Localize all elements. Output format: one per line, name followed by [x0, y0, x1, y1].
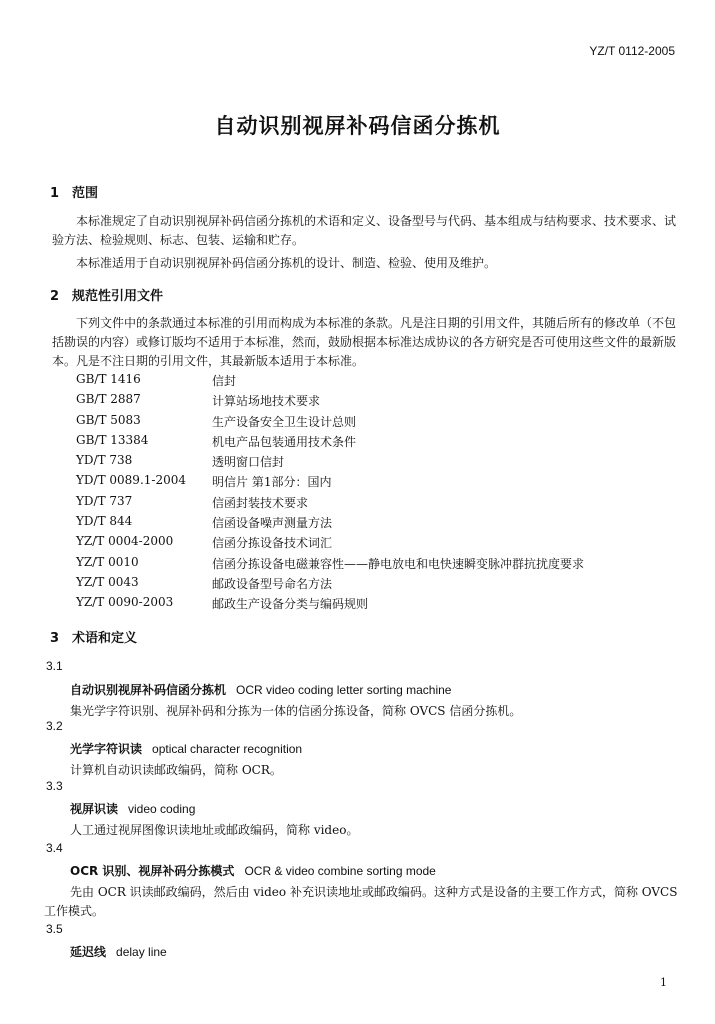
term-zh: 光学字符识读: [70, 742, 143, 756]
term-heading: [70, 681, 451, 698]
page-number: 1: [660, 976, 667, 989]
term-number: 3.1: [46, 659, 63, 673]
reference-code: GB/T 2887: [76, 392, 141, 407]
reference-code: YZ/T 0090-2003: [76, 595, 174, 610]
term-number: 3.4: [46, 841, 63, 855]
reference-name: 邮政生产设备分类与编码规则: [212, 597, 369, 612]
reference-name: 信函分拣设备技术词汇: [212, 536, 333, 551]
reference-name: 计算站场地技术要求: [212, 394, 321, 409]
definition-text: 先由 OCR 识读邮政编码，然后由 video 补充识读地址或邮政编码。这种方式是设备的主要工作方式，简称 OVCS 工作模式。: [44, 885, 678, 918]
term-zh: 视屏识读: [70, 802, 119, 816]
reference-name: 信函封装技术要求: [212, 495, 309, 510]
term-number: 3.5: [46, 922, 63, 936]
section-title: 术语和定义: [72, 631, 138, 646]
term-number: 3.2: [46, 719, 63, 733]
section-number: 2: [50, 289, 60, 304]
term-definition: [44, 883, 684, 921]
term-zh: 自动识别视屏补码信函分拣机: [70, 683, 227, 697]
term-zh: OCR 识别、视屏补码分拣模式: [70, 864, 235, 878]
term-en: optical character recognition: [152, 742, 303, 756]
reference-code: YD/T 737: [76, 493, 133, 508]
reference-code: YZ/T 0004-2000: [76, 534, 174, 549]
section-title: 规范性引用文件: [72, 289, 164, 304]
standard-number: YZ/T 0112-2005: [589, 44, 675, 58]
section-number: 3: [50, 631, 60, 646]
term-definition: 集光学字符识别、视屏补码和分拣为一体的信函分拣设备，简称 OVCS 信函分拣机。: [70, 704, 522, 718]
term-en: OCR & video combine sorting mode: [244, 864, 436, 878]
term-definition: 计算机自动识读邮政编码，简称 OCR。: [70, 763, 282, 777]
paragraph-text: 下列文件中的条款通过本标准的引用而构成为本标准的条款。凡是注日期的引用文件，其随后所有的修改单（不包括勘误的内容）或修订版均不适用于本标准，然而，鼓励根据本标准达成协议的各方研究是否可使用这些文件的最新版本。凡是不注日期的引用文件，其最新版本适用于本标准。: [52, 316, 677, 368]
section-2-paragraph-1: [52, 314, 682, 371]
document-title: 自动识别视屏补码信函分拣机: [214, 114, 501, 138]
section-title: 范围: [72, 186, 99, 201]
reference-code: YD/T 0089.1-2004: [76, 473, 186, 488]
section-1-heading: [50, 182, 98, 201]
section-1-paragraph-1: [52, 212, 682, 250]
term-en: video coding: [128, 802, 196, 816]
term-zh: 延迟线: [70, 945, 107, 959]
reference-code: YD/T 844: [76, 514, 133, 529]
reference-name: 机电产品包装通用技术条件: [212, 434, 357, 449]
reference-code: GB/T 13384: [76, 432, 149, 447]
term-heading: [70, 943, 167, 960]
reference-code: YZ/T 0010: [76, 554, 139, 569]
term-definition: 人工通过视屏图像识读地址或邮政编码，简称 video。: [70, 823, 359, 837]
section-2-heading: [50, 285, 163, 304]
term-heading: [70, 740, 302, 757]
reference-code: GB/T 5083: [76, 412, 141, 427]
reference-code: GB/T 1416: [76, 372, 141, 386]
reference-name: 生产设备安全卫生设计总则: [212, 414, 357, 429]
paragraph-text: 本标准适用于自动识别视屏补码信函分拣机的设计、制造、检验、使用及维护。: [76, 256, 497, 270]
reference-code: YZ/T 0043: [76, 574, 139, 589]
section-number: 1: [50, 186, 60, 201]
section-1-paragraph-2: [52, 254, 682, 273]
term-heading: [70, 800, 195, 817]
reference-name: 信函分拣设备电磁兼容性——静电放电和电快速瞬变脉冲群抗扰度要求: [212, 556, 585, 571]
reference-name: 明信片 第1部分：国内: [212, 475, 332, 490]
reference-name: 信封: [212, 374, 237, 388]
term-number: 3.3: [46, 779, 63, 793]
reference-name: 信函设备噪声测量方法: [212, 516, 333, 531]
term-en: delay line: [116, 945, 167, 959]
reference-name: 邮政设备型号命名方法: [212, 576, 333, 591]
section-3-heading: [50, 627, 137, 646]
reference-code: YD/T 738: [76, 453, 133, 468]
paragraph-text: 本标准规定了自动识别视屏补码信函分拣机的术语和定义、设备型号与代码、基本组成与结构要求、技术要求、试验方法、检验规则、标志、包装、运输和贮存。: [52, 214, 677, 247]
reference-name: 透明窗口信封: [212, 455, 285, 470]
term-en: OCR video coding letter sorting machine: [236, 683, 452, 697]
term-heading: [70, 862, 436, 879]
